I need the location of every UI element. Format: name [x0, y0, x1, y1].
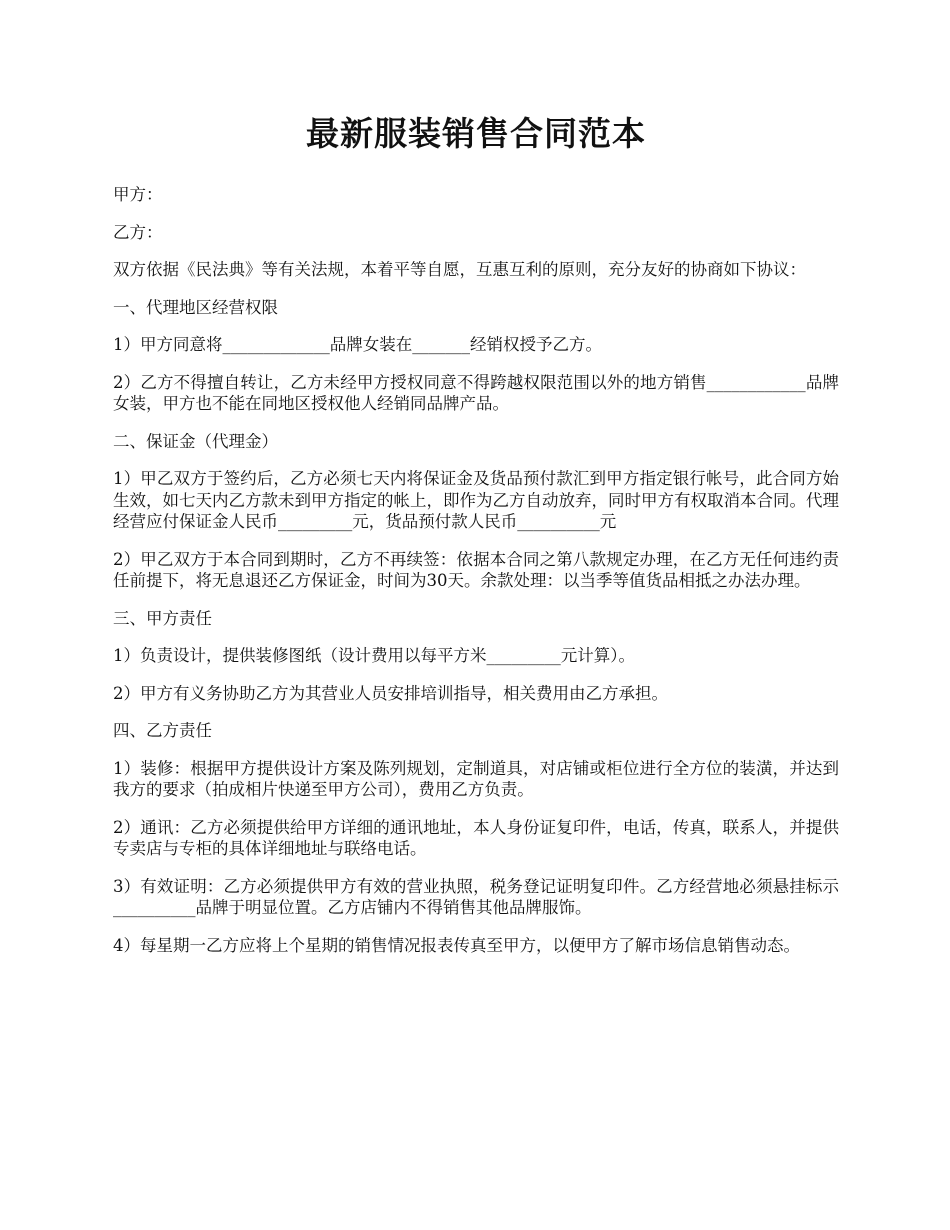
clause-1-1: 1）甲方同意将_____________品牌女装在_______经销权授予乙方。 [113, 335, 602, 354]
section-heading-4: 四、乙方责任 [113, 721, 212, 740]
section-heading-2: 二、保证金（代理金） [113, 431, 278, 451]
clause-2-1: 1）甲乙双方于签约后，乙方必须七天内将保证金及货品预付款汇到甲方指定银行帐号，此合同方始生效，如七天内乙方款未到甲方指定的帐上，即作为乙方自动放弃，同时甲方有权取消本合同。代理经营应付保证金人民币_________元，货品预付款人民币__________元 [113, 469, 839, 531]
clause-4-3: 3）有效证明：乙方必须提供甲方有效的营业执照，税务登记证明复印件。乙方经营地必须悬挂标示__________品牌于明显位置。乙方店铺内不得销售其他品牌服饰。 [113, 876, 839, 917]
clause-1-2: 2）乙方不得擅自转让，乙方未经甲方授权同意不得跨越权限范围以外的地方销售____________品牌女装，甲方也不能在同地区授权他人经销同品牌产品。 [113, 372, 839, 413]
clause-2-2: 2）甲乙双方于本合同到期时，乙方不再续签：依据本合同之第八款规定办理，在乙方无任何违约责任前提下，将无息退还乙方保证金，时间为30天。余款处理：以当季等值货品相抵之办法办理。 [113, 549, 839, 590]
section-heading-3: 三、甲方责任 [113, 608, 212, 628]
clause-4-4: 4）每星期一乙方应将上个星期的销售情况报表传真至甲方，以便甲方了解市场信息销售动态。 [113, 935, 800, 955]
party-b-line: 乙方： [113, 222, 163, 242]
clause-4-1: 1）装修：根据甲方提供设计方案及陈列规划，定制道具，对店铺或柜位进行全方位的装潢，并达到我方的要求（拍成相片快递至甲方公司），费用乙方负责。 [113, 758, 839, 799]
clause-3-2: 2）甲方有义务协助乙方为其营业人员安排培训指导，相关费用由乙方承担。 [113, 683, 668, 703]
party-a-line: 甲方： [113, 185, 163, 204]
clause-3-1: 1）负责设计，提供装修图纸（设计费用以每平方米_________元计算）。 [113, 646, 635, 665]
section-heading-1: 一、代理地区经营权限 [113, 297, 278, 317]
clause-4-2: 2）通讯：乙方必须提供给甲方详细的通讯地址，本人身份证复印件，电话，传真，联系人，并提供专卖店与专柜的具体详细地址与联络电话。 [113, 817, 839, 858]
document-title: 最新服装销售合同范本 [306, 114, 646, 153]
preamble-paragraph: 双方依据《民法典》等有关法规，本着平等自愿，互惠互利的原则，充分友好的协商如下协议： [113, 260, 806, 279]
